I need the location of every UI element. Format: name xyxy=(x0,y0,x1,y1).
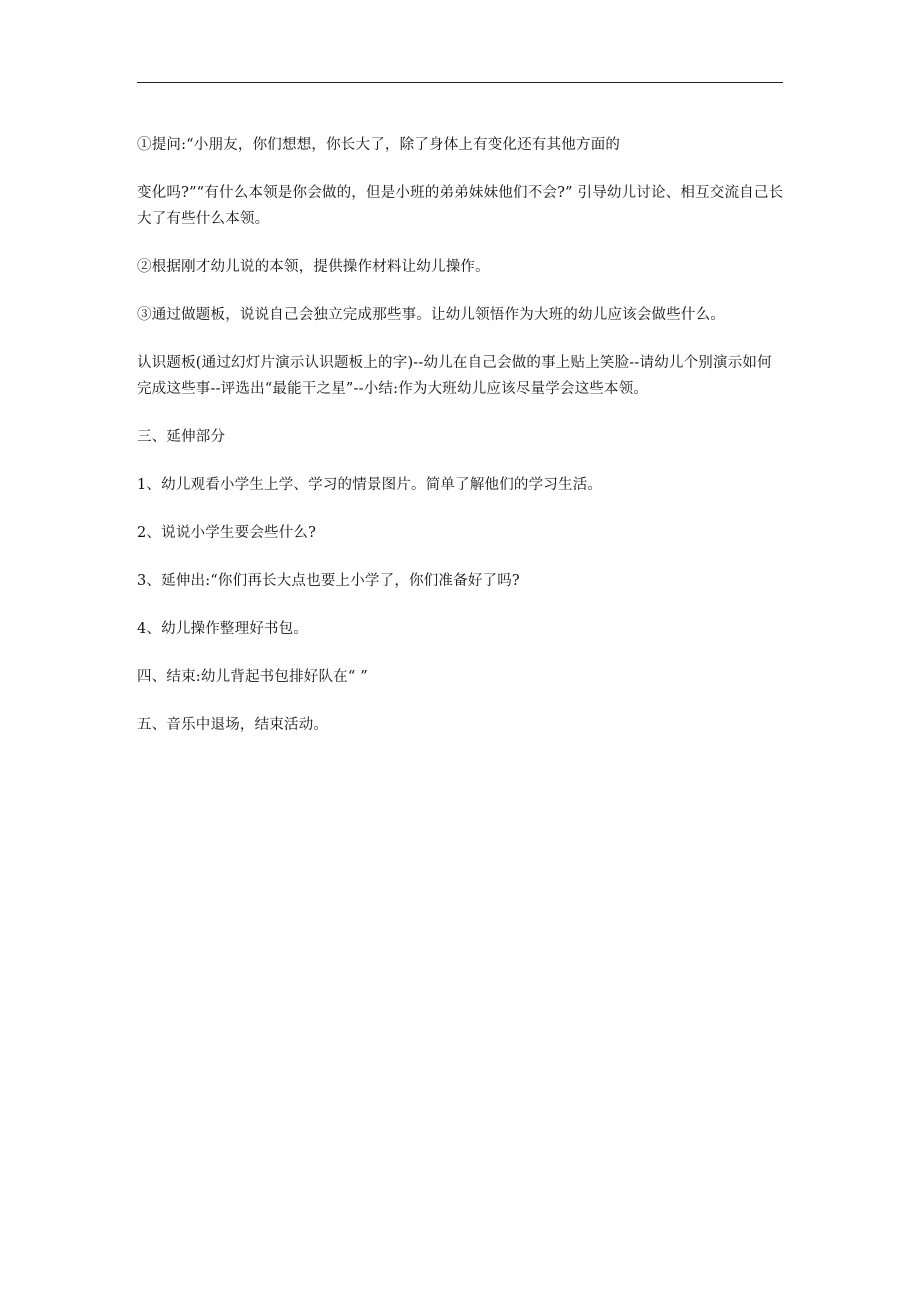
section-heading-ending: 四、结束:幼儿背起书包排好队在“ ” xyxy=(137,669,368,685)
section-heading-extension: 三、延伸部分 xyxy=(137,429,226,445)
header-rule xyxy=(137,82,783,83)
paragraph-question: ①提问:“小朋友，你们想想，你长大了，除了身体上有变化还有其他方面的 xyxy=(137,137,621,153)
list-item-1: 1、幼儿观看小学生上学、学习的情景图片。简单了解他们的学习生活。 xyxy=(137,477,603,493)
paragraph-question-continued: 变化吗?”“有什么本领是你会做的，但是小班的弟弟妹妹他们不会?” 引导幼儿讨论、相互交流自己长大了有些什么本领。 xyxy=(137,185,784,227)
paragraph-task-board: ③通过做题板，说说自己会独立完成那些事。让幼儿领悟作为大班的幼儿应该会做些什么。 xyxy=(137,307,725,323)
list-item-3: 3、延伸出:“你们再长大点也要上小学了，你们准备好了吗? xyxy=(137,573,520,589)
paragraph-operation: ②根据刚才幼儿说的本领，提供操作材料让幼儿操作。 xyxy=(137,259,490,275)
document-body xyxy=(137,132,785,760)
paragraph-recognize-board: 认识题板(通过幻灯片演示认识题板上的字)--幼儿在自己会做的事上贴上笑脸--请幼儿个别演示如何完成这些事--评选出“最能干之星”--小结:作为大班幼儿应该尽量学会这些本领。 xyxy=(137,355,772,397)
list-item-4: 4、幼儿操作整理好书包。 xyxy=(137,621,309,637)
list-item-2: 2、说说小学生要会些什么? xyxy=(137,525,317,541)
section-heading-exit: 五、音乐中退场，结束活动。 xyxy=(137,717,329,733)
